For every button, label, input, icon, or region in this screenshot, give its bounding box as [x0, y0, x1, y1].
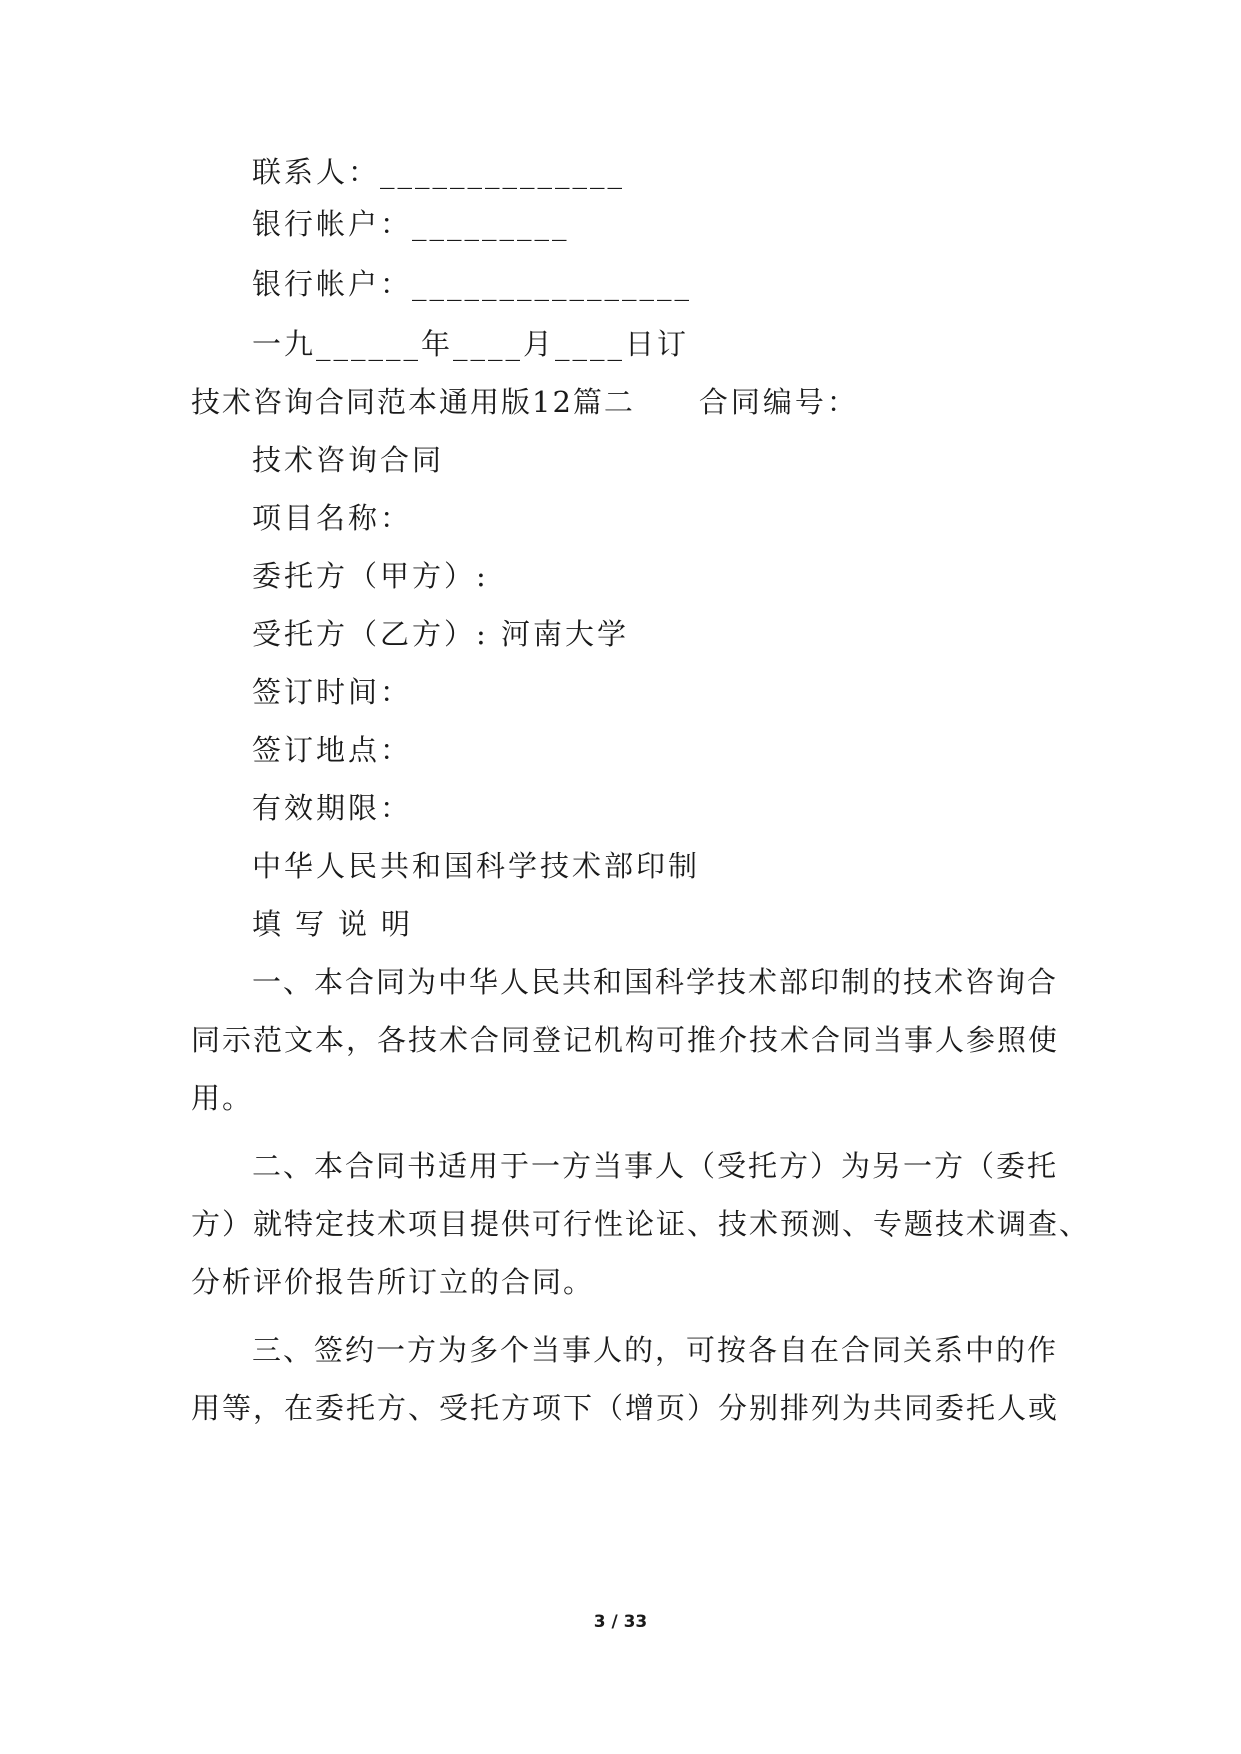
- paragraph-1-line-2: 同示范文本，各技术合同登记机构可推介技术合同当事人参照使: [191, 1023, 1060, 1057]
- sign-place-line: 签订地点：: [252, 733, 413, 767]
- bank-account-line-2: 银行帐户：________________: [252, 267, 693, 301]
- validity-line: 有效期限：: [252, 791, 413, 825]
- sign-time-line: 签订时间：: [252, 675, 413, 709]
- paragraph-3-line-2: 用等，在委托方、受托方项下（增页）分别排列为共同委托人或: [191, 1391, 1060, 1425]
- page-number: 3 / 33: [593, 1612, 648, 1632]
- client-line: 委托方（甲方）:: [252, 559, 489, 593]
- instructions-title: 填写说明: [252, 907, 425, 941]
- project-name-line: 项目名称：: [252, 501, 413, 535]
- date-line: 一九______年____月____日订: [252, 327, 690, 361]
- contractor-line: 受托方（乙方）: 河南大学: [252, 617, 629, 651]
- section-heading: [191, 382, 859, 422]
- paragraph-2-line-3: 分析评价报告所订立的合同。: [191, 1265, 595, 1299]
- contact-line: 联系人：______________: [252, 155, 626, 189]
- paragraph-3-line-1: 三、签约一方为多个当事人的，可按各自在合同关系中的作: [252, 1333, 1059, 1367]
- section-heading-title: 技术咨询合同范本通用版12篇二: [191, 385, 635, 419]
- paragraph-2-line-2: 方）就特定技术项目提供可行性论证、技术预测、专题技术调查、: [191, 1207, 1091, 1241]
- contract-number-label: 合同编号：: [698, 385, 859, 419]
- bank-account-line-1: 银行帐户：_________: [252, 207, 570, 241]
- document-title: 技术咨询合同: [252, 443, 445, 477]
- printer-line: 中华人民共和国科学技术部印制: [252, 849, 701, 883]
- paragraph-1-line-3: 用。: [191, 1081, 254, 1115]
- paragraph-1-line-1: 一、本合同为中华人民共和国科学技术部印制的技术咨询合: [252, 965, 1059, 999]
- paragraph-2-line-1: 二、本合同书适用于一方当事人（受托方）为另一方（委托: [252, 1149, 1059, 1183]
